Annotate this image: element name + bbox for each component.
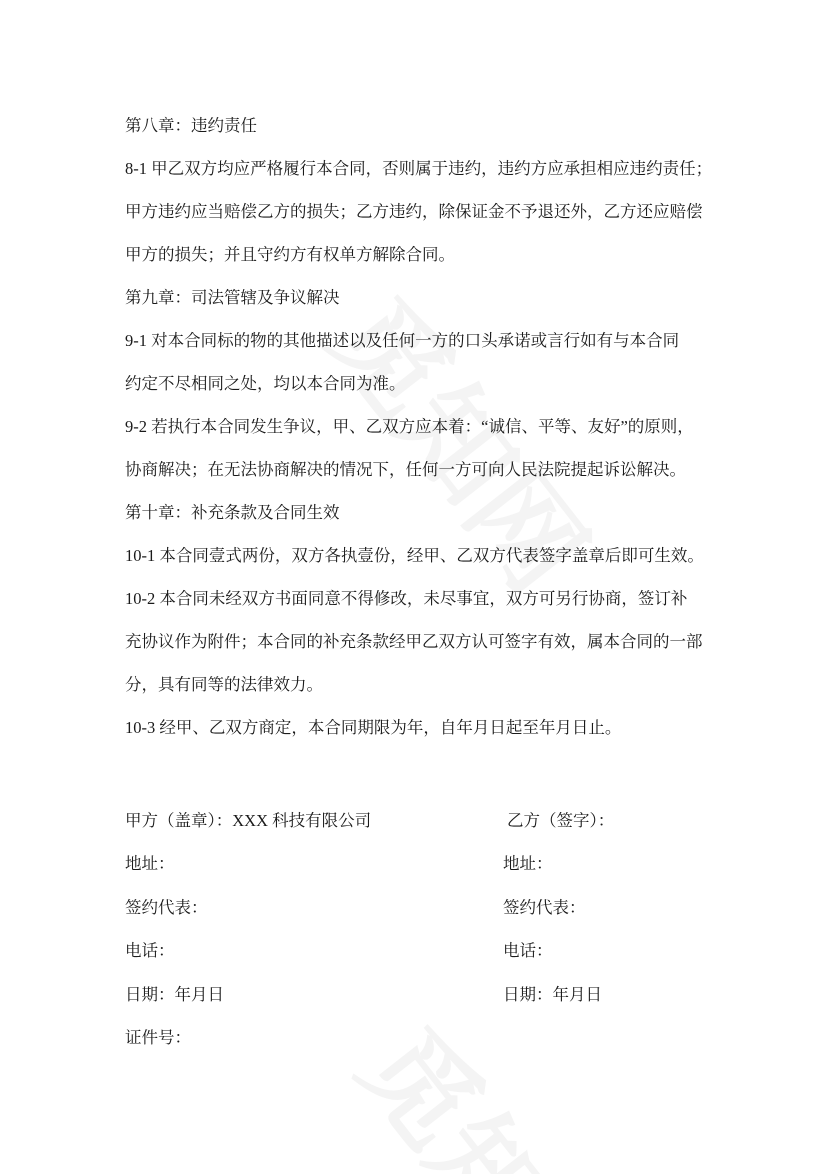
signature-row-id [0,1016,830,1059]
party-b-date: 日期：年月日 [503,984,602,1004]
signature-row-address [0,842,830,885]
clause-8-1-line: 8-1 甲乙双方均应严格履行本合同，否则属于违约，违约方应承担相应违约责任； [125,159,713,178]
party-b-phone: 电话： [503,941,553,961]
chapter-8-title: 第八章：违约责任 [125,116,257,135]
clause-10-1-line: 10-1 本合同壹式两份，双方各执壹份，经甲、乙双方代表签字盖章后即可生效。 [125,546,704,565]
signature-row-representative [0,886,830,929]
chapter-10-title: 第十章：补充条款及合同生效 [125,503,340,522]
chapter-9-title: 第九章：司法管辖及争议解决 [125,288,340,307]
clause-9-2-line: 9-2 若执行本合同发生争议，甲、乙双方应本着：“诚信、平等、友好”的原则， [125,417,694,436]
signature-row-phone [0,929,830,972]
clause-10-2-line: 充协议作为附件；本合同的补充条款经甲乙双方认可签字有效，属本合同的一部 [125,632,703,651]
clause-10-2-line: 10-2 本合同未经双方书面同意不得修改，未尽事宜，双方可另行协商，签订补 [125,589,688,608]
clause-9-1-line: 9-1 对本合同标的物的其他描述以及任何一方的口头承诺或言行如有与本合同 [125,331,680,350]
party-a-address: 地址： [125,854,175,874]
clause-10-3-line: 10-3 经甲、乙双方商定，本合同期限为年，自年月日起至年月日止。 [125,718,622,737]
signature-block [0,799,830,1059]
party-a-phone: 电话： [125,941,175,961]
party-a-date: 日期：年月日 [125,984,224,1004]
party-a-title: 甲方（盖章）：XXX 科技有限公司 [125,811,372,830]
signature-row-date [0,973,830,1016]
clause-9-1-line: 约定不尽相同之处，均以本合同为准。 [125,374,406,393]
clause-10-2-line: 分，具有同等的法律效力。 [125,675,323,694]
clause-9-2-line: 协商解决；在无法协商解决的情况下，任何一方可向人民法院提起诉讼解决。 [125,460,686,479]
signature-row-title [0,799,830,842]
clause-8-1-line: 甲方的损失；并且守约方有权单方解除合同。 [125,245,455,264]
contract-body [125,104,725,749]
party-a-representative: 签约代表： [125,897,208,917]
clause-8-1-line: 甲方违约应当赔偿乙方的损失；乙方违约，除保证金不予退还外，乙方还应赔偿 [125,202,703,221]
party-b-representative: 签约代表： [503,897,586,917]
party-b-title: 乙方（签字）： [507,811,615,830]
party-b-address: 地址： [503,854,553,874]
party-a-id-number: 证件号： [125,1027,191,1047]
